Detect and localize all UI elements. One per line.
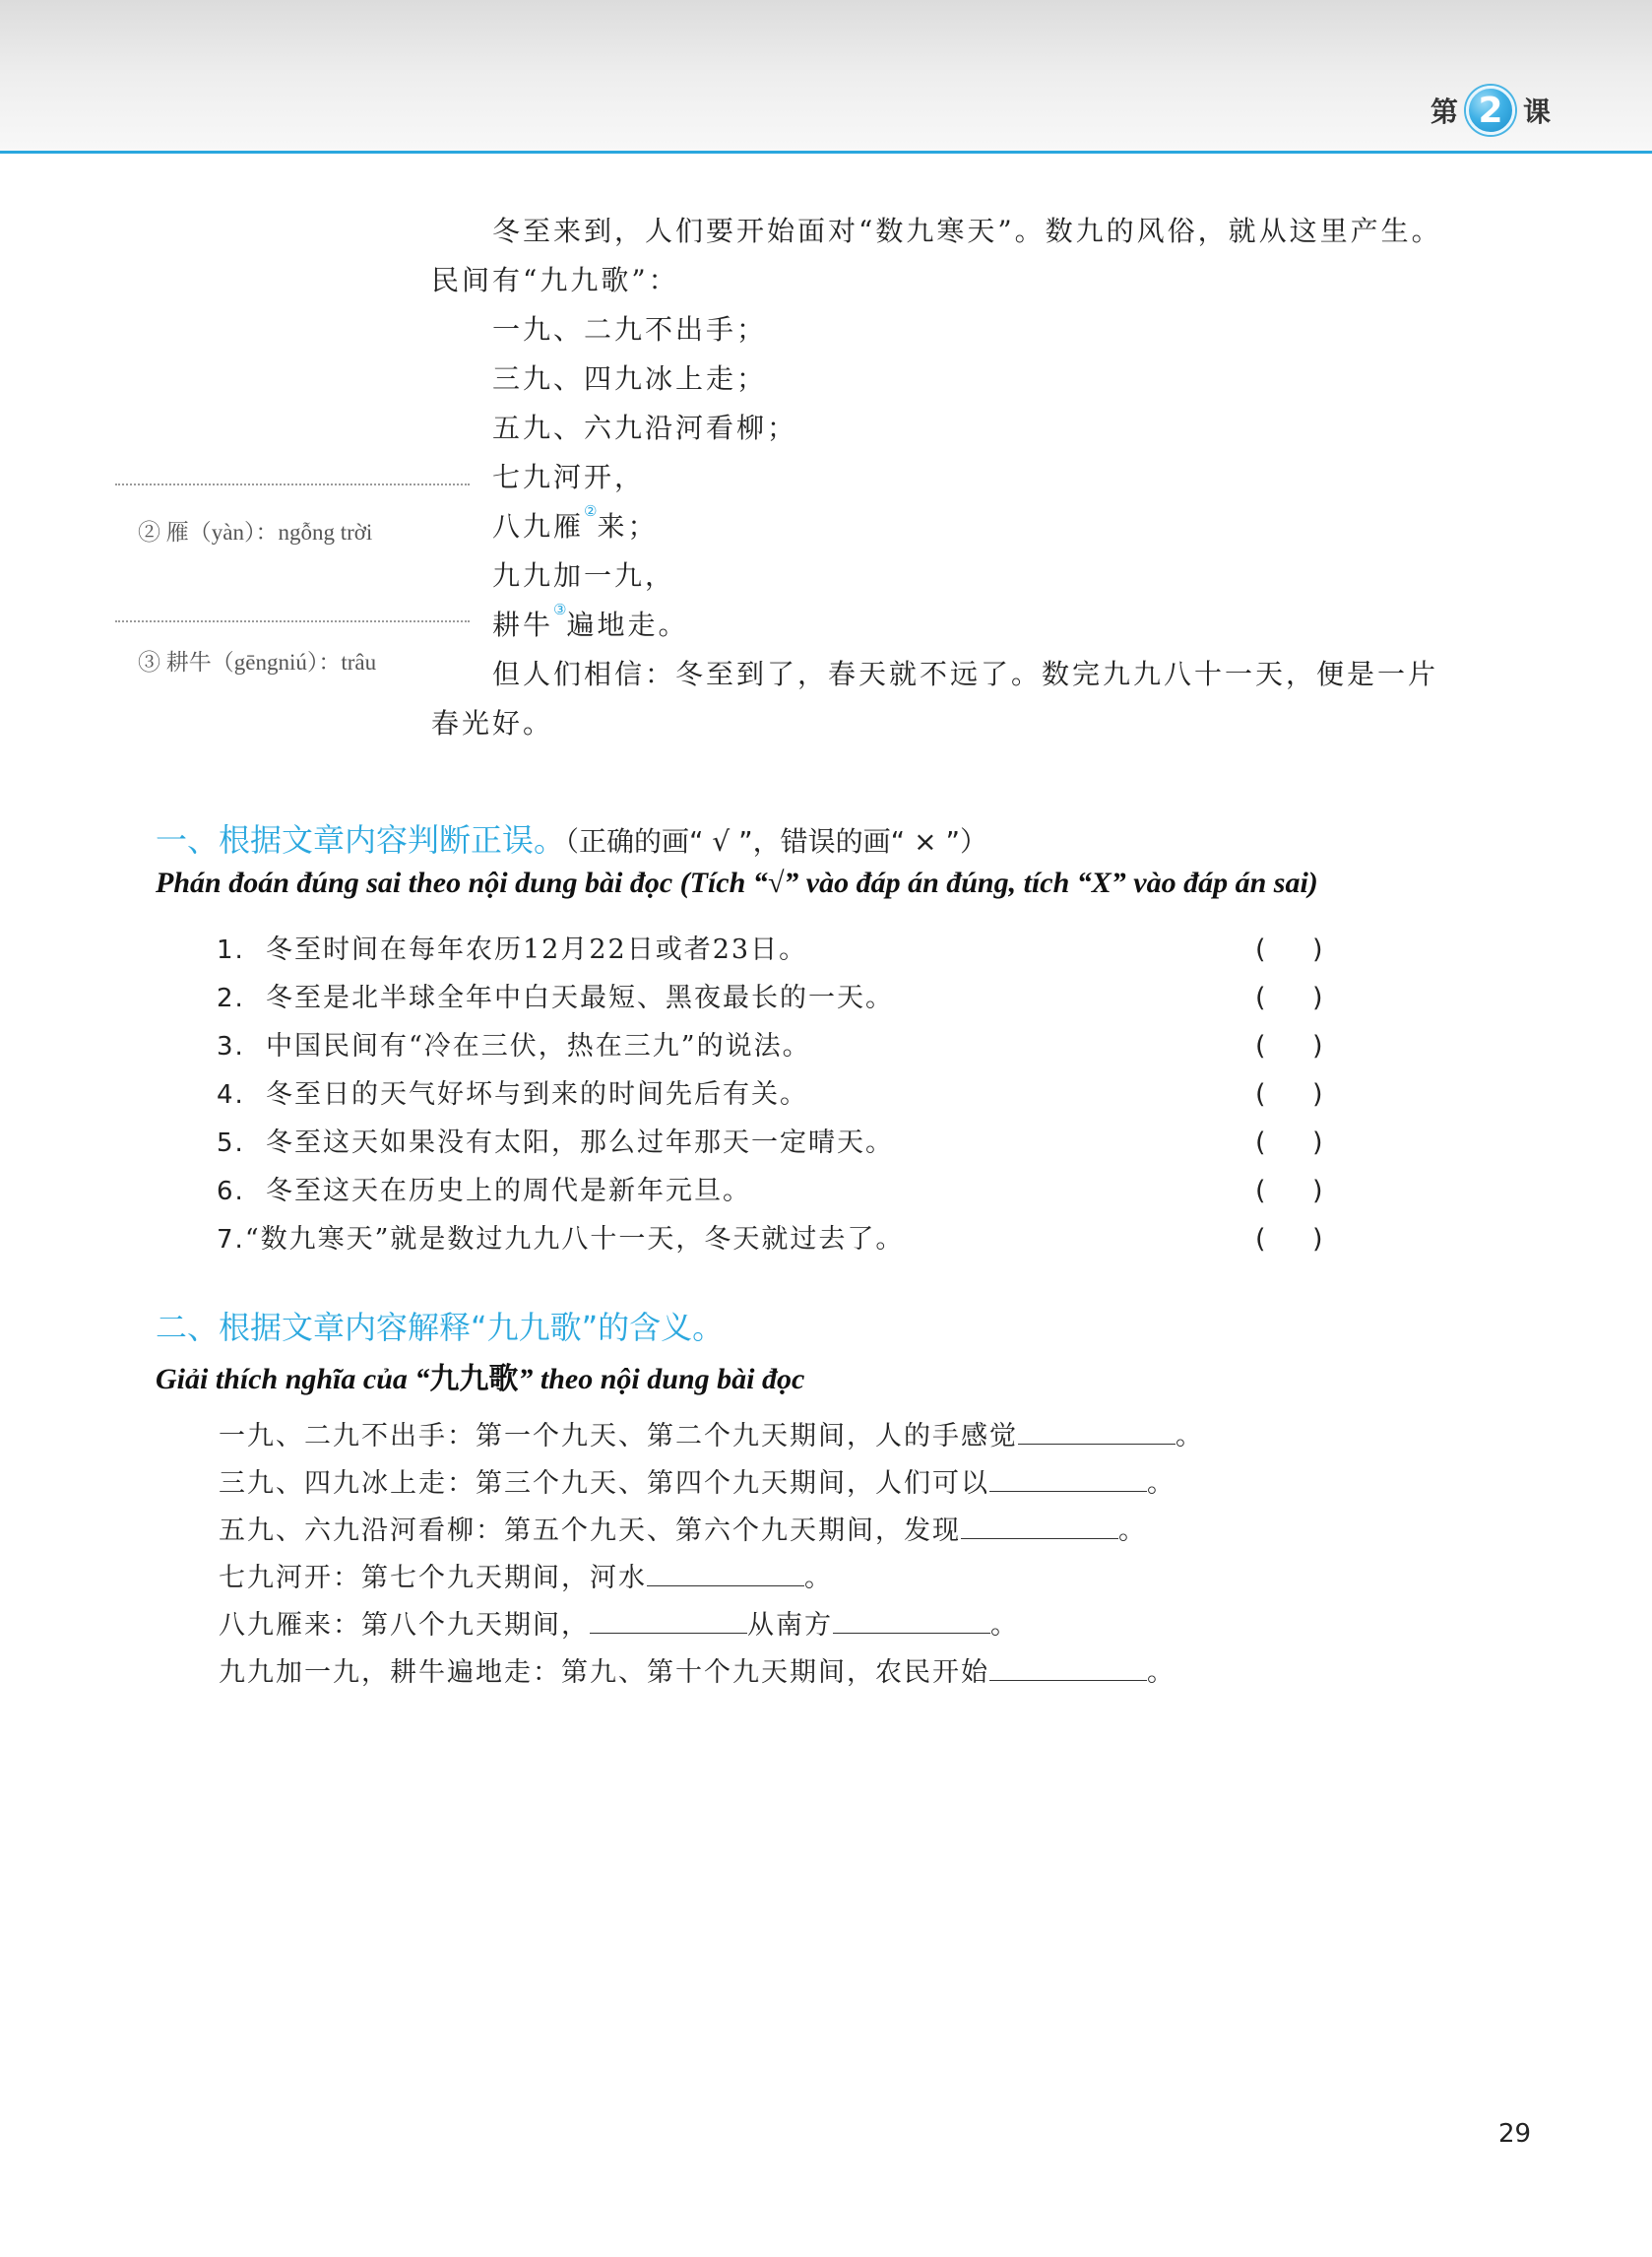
answer-blank[interactable] <box>961 1508 1118 1539</box>
footnote-mark: ② <box>584 502 598 520</box>
footnote: ② 雁（yàn）：ngỗng trời <box>138 520 373 545</box>
explain-line <box>219 1413 1204 1460</box>
question-number: 4. <box>217 1080 245 1110</box>
explain-line <box>219 1555 833 1602</box>
question-text: 冬至是北半球全年中白天最短、黑夜最长的一天。 <box>266 983 894 1013</box>
poem-line <box>492 601 688 650</box>
explain-line <box>219 1602 1019 1649</box>
explain-text: 。 <box>990 1610 1019 1641</box>
answer-box[interactable] <box>1255 974 1369 1022</box>
poem-line: 三九、四九冰上走； <box>492 362 768 395</box>
paren-open: ( <box>1255 1176 1266 1206</box>
question-item <box>217 1119 1349 1167</box>
paren-open: ( <box>1255 1224 1266 1255</box>
question-text: 冬至时间在每年农历12月22日或者23日。 <box>266 935 808 965</box>
explain-text: 七九河开：第七个九天期间，河水 <box>219 1563 647 1593</box>
lesson-prefix: 第 <box>1430 96 1458 128</box>
page-header <box>0 0 1652 153</box>
poem-text: 遍地走。 <box>566 609 689 641</box>
answer-box[interactable] <box>1255 926 1369 974</box>
question-item <box>217 974 1349 1022</box>
answer-blank[interactable] <box>833 1602 990 1634</box>
explain-text: 九九加一九，耕牛遍地走：第九、第十个九天期间，农民开始 <box>219 1657 989 1688</box>
question-text: 冬至这天在历史上的周代是新年元旦。 <box>266 1176 751 1206</box>
section-subtitle <box>156 1354 804 1397</box>
explain-text: 八九雁来：第八个九天期间， <box>219 1610 590 1641</box>
question-text: 中国民间有“冷在三伏，热在三九”的说法。 <box>266 1031 811 1062</box>
explain-text: 。 <box>1147 1468 1175 1499</box>
poem-text: 耕牛 <box>492 609 554 641</box>
paren-close: ) <box>1312 1224 1323 1255</box>
question-text: 冬至日的天气好坏与到来的时间先后有关。 <box>266 1079 808 1110</box>
passage-line: 冬至来到，人们要开始面对“数九寒天”。数九的风俗，就从这里产生。 <box>492 215 1442 247</box>
passage-line: 民间有“九九歌”： <box>431 264 679 296</box>
poem-line: 一九、二九不出手； <box>492 313 768 346</box>
paren-close: ) <box>1312 935 1323 965</box>
answer-box[interactable] <box>1255 1119 1369 1167</box>
header-divider <box>0 151 1652 154</box>
answer-blank[interactable] <box>590 1602 747 1634</box>
passage-line: 春光好。 <box>431 707 554 740</box>
section-title-note: （正确的画“ √ ”，错误的画“ × ”） <box>565 825 987 858</box>
subtitle-text: Giải thích nghĩa của “ <box>156 1363 430 1395</box>
answer-box[interactable] <box>1255 1070 1369 1119</box>
subtitle-zh: 九九歌 <box>429 1362 519 1396</box>
footnote: ③ 耕牛（gēngniú）：trâu <box>138 650 377 675</box>
lesson-number-badge: 2 <box>1466 86 1515 135</box>
explain-text: 从南方 <box>747 1610 833 1641</box>
question-item <box>217 1215 1349 1263</box>
page-number: 29 <box>1498 2119 1532 2149</box>
footnote-divider <box>115 620 470 622</box>
explain-text: 三九、四九冰上走：第三个九天、第四个九天期间，人们可以 <box>219 1468 989 1499</box>
paren-close: ) <box>1312 1031 1323 1062</box>
question-text: 冬至这天如果没有太阳，那么过年那天一定晴天。 <box>266 1128 894 1158</box>
lesson-suffix: 课 <box>1522 96 1551 128</box>
question-number: 7. <box>217 1225 245 1255</box>
poem-line: 七九河开， <box>492 461 646 493</box>
explain-line <box>219 1508 1147 1555</box>
section-subtitle: Phán đoán đúng sai theo nội dung bài đọc (Tích “√” vào đáp án đúng, tích “X” vào đáp án sai) <box>156 867 1318 899</box>
paren-open: ( <box>1255 935 1266 965</box>
question-number: 2. <box>217 984 245 1013</box>
paren-open: ( <box>1255 1079 1266 1110</box>
lesson-label <box>1430 85 1551 136</box>
section-title-text: 一、根据文章内容判断正误。 <box>156 821 566 859</box>
explain-line <box>219 1460 1175 1508</box>
poem-text: 八九雁 <box>492 510 585 543</box>
paren-close: ) <box>1312 1176 1323 1206</box>
question-number: 3. <box>217 1032 245 1062</box>
answer-box[interactable] <box>1255 1167 1369 1215</box>
explain-text: 。 <box>1175 1421 1204 1451</box>
question-number: 1. <box>217 935 245 965</box>
question-item <box>217 1070 1349 1119</box>
question-item <box>217 926 1349 974</box>
poem-line: 九九加一九， <box>492 559 676 592</box>
paren-open: ( <box>1255 1031 1266 1062</box>
poem-line: 五九、六九沿河看柳； <box>492 412 798 444</box>
explain-text: 。 <box>1118 1515 1147 1546</box>
footnote-divider <box>115 484 470 485</box>
question-item <box>217 1022 1349 1070</box>
answer-box[interactable] <box>1255 1215 1369 1263</box>
answer-blank[interactable] <box>989 1460 1147 1492</box>
subtitle-text: ” theo nội dung bài đọc <box>518 1363 805 1395</box>
poem-text: 来； <box>597 510 659 543</box>
question-text: “数九寒天”就是数过九九八十一天，冬天就过去了。 <box>244 1224 905 1255</box>
paren-close: ) <box>1312 1128 1323 1158</box>
paren-open: ( <box>1255 983 1266 1013</box>
paren-close: ) <box>1312 983 1323 1013</box>
passage-line: 但人们相信：冬至到了，春天就不远了。数完九九八十一天，便是一片 <box>492 658 1439 690</box>
answer-blank[interactable] <box>647 1555 804 1586</box>
paren-open: ( <box>1255 1128 1266 1158</box>
explain-text: 。 <box>804 1563 833 1593</box>
answer-blank[interactable] <box>989 1649 1147 1681</box>
answer-blank[interactable] <box>1018 1413 1175 1445</box>
poem-line <box>492 502 658 551</box>
explain-text: 一九、二九不出手：第一个九天、第二个九天期间，人的手感觉 <box>219 1421 1018 1451</box>
paren-close: ) <box>1312 1079 1323 1110</box>
footnote-mark: ③ <box>553 601 567 618</box>
question-number: 5. <box>217 1128 245 1158</box>
explain-text: 五九、六九沿河看柳：第五个九天、第六个九天期间，发现 <box>219 1515 961 1546</box>
explain-line <box>219 1649 1175 1697</box>
question-item <box>217 1167 1349 1215</box>
explain-text: 。 <box>1147 1657 1175 1688</box>
question-number: 6. <box>217 1177 245 1206</box>
answer-box[interactable] <box>1255 1022 1369 1070</box>
section-title: 二、根据文章内容解释“九九歌”的含义。 <box>156 1309 725 1346</box>
section-title <box>156 815 987 861</box>
